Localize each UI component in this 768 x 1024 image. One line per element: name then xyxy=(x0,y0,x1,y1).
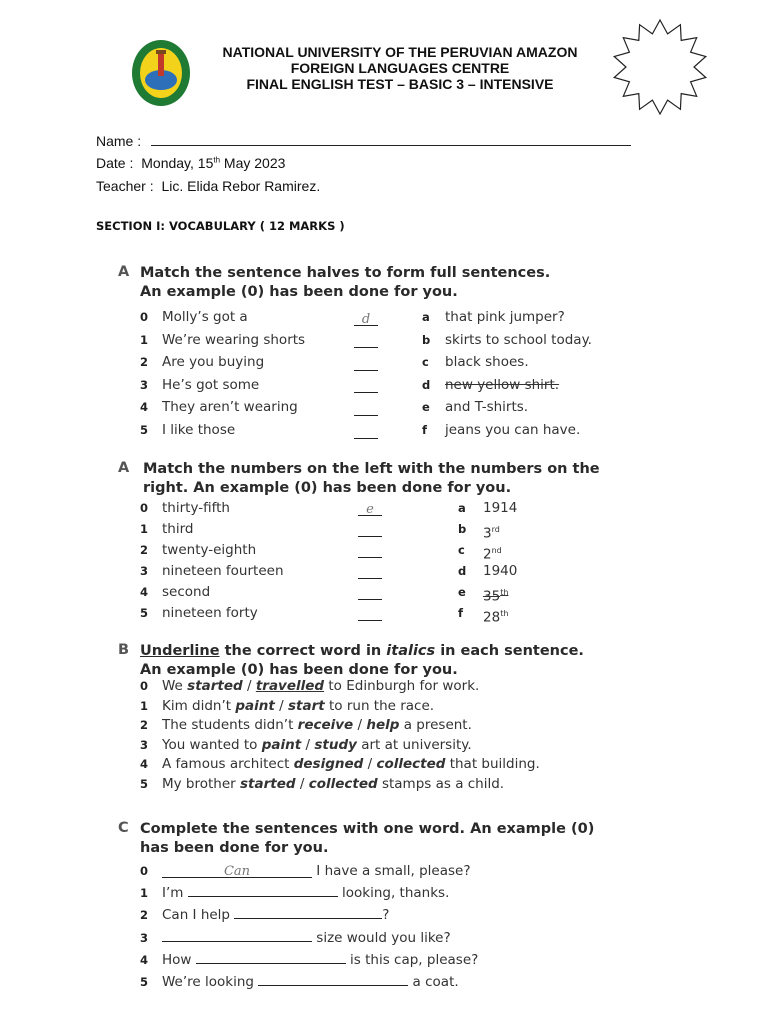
option-letter: c xyxy=(458,543,465,557)
list-item xyxy=(140,498,660,519)
answer-blank[interactable] xyxy=(162,865,312,878)
sentence-start: I’m xyxy=(162,885,188,902)
sentence-end: to run the race. xyxy=(324,697,435,714)
list-item xyxy=(140,351,660,374)
exercise-4-list xyxy=(140,860,660,993)
option-letter: b xyxy=(422,332,431,347)
left-phrase: nineteen forty xyxy=(162,605,258,621)
exercise-1-list xyxy=(140,306,660,442)
left-phrase: thirty-fifth xyxy=(162,500,230,516)
university-name: NATIONAL UNIVERSITY OF THE PERUVIAN AMAZON xyxy=(222,44,578,60)
separator: / xyxy=(301,736,315,753)
list-item xyxy=(140,519,660,540)
sentence-end: to Edinburgh for work. xyxy=(324,678,480,694)
answer-blank[interactable] xyxy=(258,973,408,986)
option-text: 2nd xyxy=(483,546,502,563)
option-text: 28th xyxy=(483,609,509,626)
list-item xyxy=(140,540,660,561)
list-item xyxy=(140,904,660,926)
option-letter: d xyxy=(422,377,431,392)
option-text: 3rd xyxy=(483,525,500,542)
item-number: 4 xyxy=(140,585,149,599)
option-letter: e xyxy=(458,585,466,599)
separator: / xyxy=(363,756,377,773)
item-number: 5 xyxy=(140,422,149,437)
exercise-letter: C xyxy=(118,820,129,836)
list-item xyxy=(140,329,660,352)
list-item xyxy=(140,949,660,971)
left-phrase: third xyxy=(162,521,194,537)
sentence-end: that building. xyxy=(445,756,540,773)
sentence-end: stamps as a child. xyxy=(377,775,505,792)
answer-blank[interactable] xyxy=(354,403,378,416)
choice-word-1[interactable]: paint xyxy=(261,736,302,753)
choice-word-2[interactable]: collected xyxy=(308,775,378,792)
item-number: 1 xyxy=(140,522,149,536)
left-phrase: Molly’s got a xyxy=(162,309,248,325)
choice-word-2[interactable]: start xyxy=(287,697,325,714)
option-text: 35th xyxy=(483,588,509,605)
left-phrase: twenty-eighth xyxy=(162,542,257,558)
list-item xyxy=(140,971,660,993)
left-phrase: I like those xyxy=(162,421,236,438)
item-number: 2 xyxy=(140,543,149,557)
answer-blank[interactable] xyxy=(354,335,378,348)
choice-word-2[interactable]: study xyxy=(314,736,357,753)
sentence-start: We xyxy=(162,678,188,694)
left-phrase: We’re wearing shorts xyxy=(162,331,306,348)
item-number: 5 xyxy=(140,606,149,620)
item-number: 5 xyxy=(140,776,149,791)
answer-blank[interactable] xyxy=(358,524,382,537)
sentence-start: How xyxy=(162,951,196,968)
sentence-start: Can I help xyxy=(162,907,235,924)
choice-word-2[interactable]: travelled xyxy=(255,678,325,694)
test-title: FINAL ENGLISH TEST – BASIC 3 – INTENSIVE xyxy=(246,76,554,92)
exercise-2-title: Match the numbers on the left with the numbers on the right. An example (0) has been done for you. xyxy=(143,461,600,496)
list-item xyxy=(140,396,660,419)
option-letter: a xyxy=(458,501,466,515)
sentence-start: The students didn’t xyxy=(162,717,298,734)
item-number: 2 xyxy=(140,355,149,370)
date-label: Date : xyxy=(96,155,134,171)
item-number: 0 xyxy=(140,864,149,878)
date-value: Monday, 15th May 2023 xyxy=(141,155,286,171)
section-title: SECTION I: VOCABULARY ( 12 MARKS ) xyxy=(96,219,345,233)
answer-blank[interactable] xyxy=(162,929,312,942)
item-number: 4 xyxy=(140,757,149,772)
separator: / xyxy=(353,717,367,734)
sentence-end: I have a small, please? xyxy=(312,863,471,879)
sentence-end: ? xyxy=(382,907,390,924)
list-item xyxy=(140,927,660,949)
item-number: 3 xyxy=(140,564,149,578)
item-number: 0 xyxy=(140,310,149,324)
choice-word-2[interactable]: collected xyxy=(376,756,446,773)
option-letter: a xyxy=(422,310,430,324)
answer-blank[interactable] xyxy=(354,358,378,371)
item-number: 1 xyxy=(140,698,149,713)
answer-text: d xyxy=(361,311,371,327)
list-item xyxy=(140,374,660,397)
item-number: 1 xyxy=(140,332,149,347)
option-text: jeans you can have. xyxy=(445,421,581,438)
separator: / xyxy=(242,678,256,694)
item-number: 2 xyxy=(140,908,149,923)
sentence-start: My brother xyxy=(162,775,241,792)
list-item xyxy=(140,736,660,756)
sentence-end: art at university. xyxy=(356,736,472,753)
name-field[interactable] xyxy=(151,132,631,146)
option-letter: f xyxy=(458,606,464,620)
left-phrase: He’s got some xyxy=(162,376,260,393)
answer-blank[interactable] xyxy=(354,380,378,393)
exercise-3-list xyxy=(140,677,660,795)
list-item xyxy=(140,582,660,603)
sentence-end: looking, thanks. xyxy=(337,885,450,902)
option-letter: d xyxy=(458,564,467,578)
answer-blank[interactable] xyxy=(358,503,382,516)
name-label: Name : xyxy=(96,133,142,149)
answer-blank[interactable] xyxy=(358,566,382,579)
option-text: and T-shirts. xyxy=(445,399,529,416)
sentence-end: a coat. xyxy=(408,973,459,990)
answer-blank[interactable] xyxy=(358,545,382,558)
answer-blank[interactable] xyxy=(188,884,338,897)
choice-word-1[interactable]: paint xyxy=(235,697,275,714)
list-item xyxy=(140,561,660,582)
left-phrase: Are you buying xyxy=(162,354,265,371)
choice-word-1[interactable]: started xyxy=(240,775,296,792)
option-letter: c xyxy=(422,355,429,370)
sentence-start: Kim didn’t xyxy=(162,697,236,714)
option-text: skirts to school today. xyxy=(445,331,592,348)
answer-text: Can xyxy=(223,864,251,879)
answer-blank[interactable] xyxy=(196,951,346,964)
item-number: 0 xyxy=(140,679,149,693)
sentence-start: You wanted to xyxy=(162,736,262,753)
option-text: black shoes. xyxy=(445,354,529,371)
item-number: 2 xyxy=(140,718,149,733)
item-number: 1 xyxy=(140,886,149,901)
list-item xyxy=(140,697,660,717)
list-item xyxy=(140,755,660,775)
centre-name: FOREIGN LANGUAGES CENTRE xyxy=(290,60,510,76)
item-number: 4 xyxy=(140,400,149,415)
list-item xyxy=(140,677,660,697)
item-number: 3 xyxy=(140,737,149,752)
answer-blank[interactable] xyxy=(354,313,378,326)
exercise-letter: A xyxy=(118,460,130,476)
list-item xyxy=(140,860,660,882)
option-text: 1914 xyxy=(483,500,518,516)
teacher-value: Lic. Elida Rebor Ramirez. xyxy=(161,178,321,194)
choice-word-2[interactable]: help xyxy=(366,717,400,734)
left-phrase: nineteen fourteen xyxy=(162,563,284,579)
left-phrase: second xyxy=(162,584,211,600)
teacher-label: Teacher : xyxy=(96,178,154,194)
list-item xyxy=(140,716,660,736)
option-text: 1940 xyxy=(483,563,518,579)
list-item xyxy=(140,419,660,442)
date-row xyxy=(96,155,285,171)
separator: / xyxy=(274,697,288,714)
name-row xyxy=(96,132,631,149)
item-number: 0 xyxy=(140,501,149,515)
exercise-1-title: Match the sentence halves to form full sentences. An example (0) has been done for you. xyxy=(140,265,551,300)
option-letter: e xyxy=(422,400,430,415)
exercise-letter: B xyxy=(118,642,130,658)
sentence-end: is this cap, please? xyxy=(345,951,479,968)
item-number: 4 xyxy=(140,952,149,967)
sentence-start: We’re looking xyxy=(162,973,259,990)
score-star-icon xyxy=(610,18,710,116)
list-item xyxy=(140,775,660,795)
university-logo xyxy=(130,38,192,108)
choice-word-1[interactable]: started xyxy=(187,678,243,694)
item-number: 5 xyxy=(140,974,149,989)
exercise-2-list xyxy=(140,498,660,624)
list-item xyxy=(140,882,660,904)
item-number: 3 xyxy=(140,930,149,945)
option-letter: f xyxy=(422,422,428,437)
answer-blank[interactable] xyxy=(358,608,382,621)
sentence-end: a present. xyxy=(399,717,472,734)
answer-text: e xyxy=(366,502,374,517)
choice-word-1[interactable]: designed xyxy=(293,756,364,773)
list-item xyxy=(140,306,660,329)
answer-blank[interactable] xyxy=(358,587,382,600)
exercise-4-title: Complete the sentences with one word. An example (0) has been done for you. xyxy=(140,821,595,856)
item-number: 3 xyxy=(140,377,149,392)
option-text: that pink jumper? xyxy=(445,309,565,325)
sentence-end: size would you like? xyxy=(312,929,451,946)
option-text: new yellow shirt. xyxy=(445,376,560,393)
teacher-row xyxy=(96,178,320,194)
exercise-3-title: Underline the correct word in italics in each sentence. An example (0) has been done for you. xyxy=(140,643,584,678)
choice-word-1[interactable]: receive xyxy=(297,717,354,734)
answer-blank[interactable] xyxy=(234,906,382,919)
sentence-start: A famous architect xyxy=(162,756,294,773)
option-letter: b xyxy=(458,522,467,536)
separator: / xyxy=(295,775,309,792)
left-phrase: They aren’t wearing xyxy=(162,399,298,416)
list-item xyxy=(140,603,660,624)
answer-blank[interactable] xyxy=(354,426,378,439)
exercise-letter: A xyxy=(118,264,130,280)
